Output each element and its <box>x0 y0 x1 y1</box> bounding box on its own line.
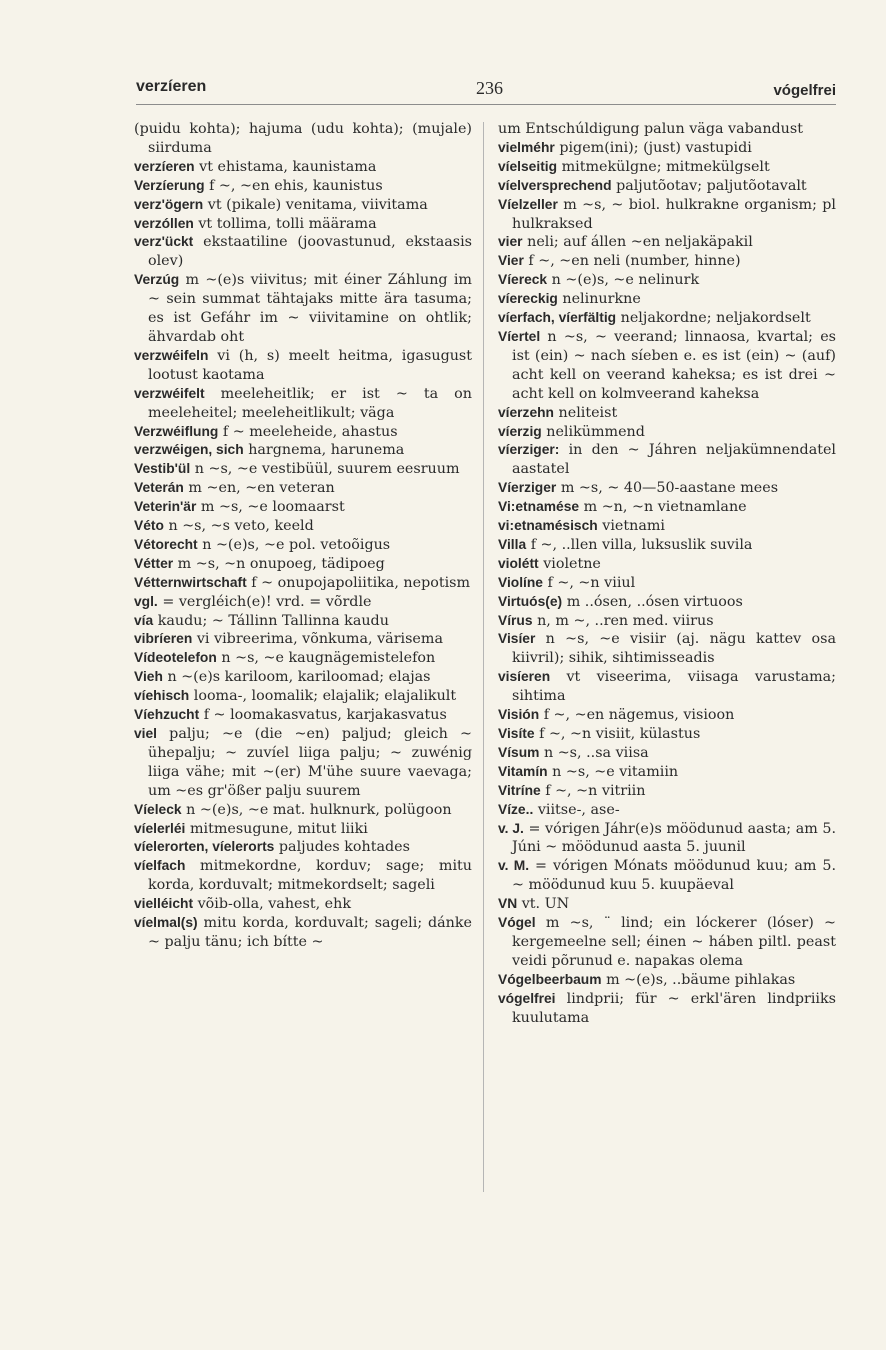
entry-headword: Víze.. <box>498 801 534 817</box>
entry-definition: mitmekordne, korduv; sage; mitu korda, korduvalt; mitmekordselt; sageli <box>148 858 473 894</box>
entry-definition: looma-, loomalik; elajalik; elajalikult <box>193 688 457 705</box>
entry-definition: m ..ósen, ..ósen virtuoos <box>566 593 743 610</box>
header-rule <box>136 104 836 105</box>
entry-definition: viitse-, ase- <box>537 801 620 818</box>
dictionary-entry <box>498 706 836 725</box>
entry-headword: Visíer <box>498 631 536 647</box>
entry-headword: vier <box>498 234 523 250</box>
header-first-word: verzíeren <box>136 78 207 95</box>
entry-headword: víerzehn <box>498 404 554 420</box>
entry-headword: Véto <box>134 518 164 534</box>
entry-definition: lindprii; für ~ erkl'ären lindpriiks kuulutama <box>512 990 836 1026</box>
entry-headword: vielléicht <box>134 896 194 912</box>
dictionary-entry <box>498 328 836 404</box>
entry-headword: Vier <box>498 253 524 269</box>
running-header <box>136 78 836 106</box>
entry-headword: víerfach, víerfältig <box>498 310 617 326</box>
left-column <box>134 120 472 952</box>
entry-headword: visíeren <box>498 669 551 685</box>
entry-headword: verzwéigen, sich <box>134 442 244 458</box>
entry-definition: m ~n, ~n vietnamlane <box>583 499 747 516</box>
right-column <box>498 120 836 1028</box>
entry-definition: n ~s, ~e visiir (aj. nägu kattev osa kiivril); sihik, sihtimisseadis <box>512 631 837 667</box>
dictionary-entry <box>134 612 472 631</box>
dictionary-entry <box>498 725 836 744</box>
entry-definition: pigem(ini); (just) vastupidi <box>559 139 752 156</box>
entry-definition: vt viseerima, viisaga varustama; sihtima <box>512 669 836 705</box>
dictionary-entry <box>134 177 472 196</box>
entry-definition: (puidu kohta); hajuma (udu kohta); (mujale) siirduma <box>134 121 472 156</box>
entry-definition: vi vibreerima, võnkuma, värisema <box>196 631 443 648</box>
dictionary-entry <box>498 914 836 971</box>
entry-headword: víereckig <box>498 291 558 307</box>
dictionary-entry <box>498 971 836 990</box>
dictionary-entry <box>498 120 836 139</box>
dictionary-entry <box>134 555 472 574</box>
entry-headword: vi:etnamésisch <box>498 518 598 534</box>
entry-headword: Vétternwirtschaft <box>134 574 247 590</box>
entry-definition: mitu korda, korduvalt; sageli; dánke ~ palju tänu; ich bítte ~ <box>148 915 472 950</box>
entry-definition: m ~s, ~ biol. hulkrakne organism; pl hulkraksed <box>512 196 837 232</box>
entry-definition: f ~ loomakasvatus, karjakasvatus <box>203 707 447 724</box>
entry-definition: n ~(e)s kariloom, kariloomad; elajas <box>167 669 431 686</box>
entry-headword: Vi:etnamése <box>498 499 580 515</box>
entry-headword: Vestib'ül <box>134 461 191 477</box>
dictionary-entry <box>134 820 472 839</box>
entry-headword: Visíte <box>498 726 535 741</box>
entry-headword: Víertel <box>498 328 541 344</box>
entry-headword: verzíeren <box>134 158 195 174</box>
entry-headword: Vísum <box>498 744 540 760</box>
dictionary-entry <box>498 423 836 442</box>
entry-definition: neli; auf állen ~en neljakäpakil <box>527 234 753 251</box>
dictionary-entry <box>498 177 836 196</box>
entry-definition: m ~(e)s, ..bäume pihlakas <box>606 971 796 988</box>
dictionary-entry <box>134 517 472 536</box>
entry-definition: n ~(e)s, ~e pol. vetoõigus <box>202 536 391 553</box>
entry-headword: Víelzeller <box>498 196 558 212</box>
entry-headword: VN <box>498 896 518 912</box>
entry-definition: neliteist <box>558 404 618 421</box>
dictionary-entry <box>134 385 472 423</box>
entry-headword: v. J. <box>498 820 524 836</box>
page-number: 236 <box>476 78 503 98</box>
entry-headword: vía <box>134 612 154 628</box>
dictionary-entry <box>498 517 836 536</box>
dictionary-entry <box>498 895 836 914</box>
entry-headword: violétt <box>498 555 539 571</box>
dictionary-entry <box>498 139 836 158</box>
entry-headword: Veterán <box>134 480 184 496</box>
dictionary-entry <box>498 196 836 234</box>
dictionary-entry <box>498 252 836 271</box>
entry-headword: verzwéifeln <box>134 347 209 363</box>
dictionary-entry <box>498 744 836 763</box>
entry-headword: Verzíerung <box>134 177 205 193</box>
dictionary-entry <box>498 271 836 290</box>
entry-headword: verz'ögern <box>134 196 204 212</box>
entry-headword: vibríeren <box>134 631 193 647</box>
entry-headword: víelerléi <box>134 820 186 836</box>
dictionary-entry <box>498 290 836 309</box>
entry-definition: palju; ~e (die ~en) paljud; gleich ~ ühepalju; ~ zuvíel liiga palju; ~ zuwénig liiga vähe; mit ~(er) M'ühe suure vaevaga; um ~es gr'ößer palju suurem <box>148 726 472 799</box>
dictionary-entry <box>498 233 836 252</box>
entry-definition: nelinurkne <box>562 291 641 308</box>
entry-definition: n, m ~, ..ren med. viirus <box>537 612 714 629</box>
dictionary-entry <box>134 801 472 820</box>
entry-headword: Verzwéiflung <box>134 423 219 439</box>
entry-definition: in den ~ Jáhren neljakümnendatel aastatel <box>512 442 836 478</box>
dictionary-entry <box>134 215 472 234</box>
entry-definition: n ~s, ~s veto, keeld <box>168 518 314 535</box>
dictionary-entry <box>498 782 836 801</box>
dictionary-entry <box>134 158 472 177</box>
entry-definition: nelikümmend <box>546 423 645 440</box>
dictionary-entry <box>498 801 836 820</box>
dictionary-entry <box>134 536 472 555</box>
entry-headword: Veterin'är <box>134 499 197 515</box>
entry-definition: neljakordne; neljakordselt <box>620 310 811 327</box>
entry-headword: Víehzucht <box>134 707 200 723</box>
dictionary-entry <box>498 990 836 1028</box>
entry-headword: víerziger: <box>498 442 560 458</box>
dictionary-entry <box>134 687 472 706</box>
entry-definition: vt (pikale) venitama, viivitama <box>207 196 428 213</box>
dictionary-entry <box>134 649 472 668</box>
entry-definition: = vergléich(e)! vrd. = võrdle <box>162 593 372 610</box>
dictionary-entry <box>498 763 836 782</box>
entry-headword: Vídeotelefon <box>134 650 217 666</box>
entry-definition: f ~ onupojapoliitika, nepotism <box>251 574 471 591</box>
dictionary-entry <box>498 857 836 895</box>
entry-definition: f ~, ~n vitriin <box>545 782 646 799</box>
entry-definition: vt ehistama, kaunistama <box>199 158 377 175</box>
dictionary-entry <box>498 309 836 328</box>
entry-definition: n ~(e)s, ~e nelinurk <box>551 272 700 289</box>
dictionary-entry <box>134 196 472 215</box>
entry-headword: víelmal(s) <box>134 915 198 931</box>
entry-headword: víelerorten, víelerorts <box>134 839 275 855</box>
dictionary-entry <box>134 120 472 158</box>
entry-definition: violetne <box>543 555 601 572</box>
entry-headword: Vétorecht <box>134 536 198 552</box>
column-divider <box>483 122 484 1192</box>
entry-definition: n ~s, ~e kaugnägemistelefon <box>221 650 436 667</box>
dictionary-entry <box>134 498 472 517</box>
entry-headword: Vógel <box>498 915 536 931</box>
dictionary-entry <box>498 574 836 593</box>
dictionary-entry <box>498 593 836 612</box>
dictionary-entry <box>498 404 836 423</box>
dictionary-entry <box>498 630 836 668</box>
entry-definition: m ~s, ~e loomaarst <box>200 499 345 516</box>
dictionary-entry <box>134 271 472 347</box>
entry-headword: Violíne <box>498 574 543 590</box>
entry-definition: f ~, ~en neli (number, hinne) <box>528 253 741 270</box>
dictionary-entry <box>134 574 472 593</box>
dictionary-entry <box>134 630 472 649</box>
entry-definition: kaudu; ~ Tállinn Tallinna kaudu <box>157 612 389 629</box>
entry-headword: viel <box>134 726 158 741</box>
entry-headword: Víerziger <box>498 480 557 496</box>
entry-headword: Villa <box>498 536 527 552</box>
entry-headword: Víeleck <box>134 801 182 817</box>
entry-definition: m ~en, ~en veteran <box>188 480 335 497</box>
dictionary-entry <box>134 441 472 460</box>
entry-definition: hargnema, harunema <box>248 442 405 459</box>
entry-headword: verzóllen <box>134 215 194 231</box>
entry-definition: n ~s, ~ veerand; linnaosa, kvartal; es ist (ein) ~ nach síeben e. es ist (ein) ~ (auf) acht kell on veerand kaheksa; es ist drei ~ acht kell on kolmveerand kaheksa <box>512 328 837 402</box>
entry-headword: vgl. <box>134 593 158 609</box>
entry-headword: víelseitig <box>498 158 558 174</box>
dictionary-entry <box>134 706 472 725</box>
dictionary-entry <box>498 555 836 574</box>
entry-headword: Vitríne <box>498 782 541 798</box>
entry-headword: víehisch <box>134 688 190 704</box>
dictionary-entry <box>498 668 836 706</box>
dictionary-entry <box>134 593 472 612</box>
entry-headword: vielméhr <box>498 139 555 155</box>
dictionary-entry <box>498 612 836 631</box>
entry-definition: n ~s, ..sa viisa <box>543 744 649 761</box>
dictionary-entry <box>134 479 472 498</box>
entry-definition: vi (h, s) meelt heitma, igasugust lootust kaotama <box>148 347 473 383</box>
entry-headword: verzwéifelt <box>134 385 205 401</box>
dictionary-entry <box>498 479 836 498</box>
entry-definition: f ~, ~n visiit, külastus <box>539 726 701 742</box>
dictionary-entry <box>134 233 472 271</box>
entry-definition: = vórigen Jáhr(e)s möödunud aasta; am 5. Júni ~ möödunud aasta 5. juunil <box>512 820 837 856</box>
entry-definition: n ~s, ~e vestibüül, suurem eesruum <box>194 461 460 478</box>
entry-headword: Visión <box>498 707 540 723</box>
entry-headword: Vitamín <box>498 763 548 779</box>
dictionary-entry <box>498 498 836 517</box>
dictionary-entry <box>134 347 472 385</box>
entry-headword: Víereck <box>498 272 548 288</box>
entry-headword: Vétter <box>134 555 174 571</box>
entry-headword: verz'ückt <box>134 234 194 250</box>
dictionary-entry <box>134 668 472 687</box>
entry-definition: n ~s, ~e vitamiin <box>552 763 679 780</box>
entry-headword: v. M. <box>498 858 530 874</box>
entry-definition: m ~(e)s viivitus; mit éiner Záhlung im ~ sein summat tähtajaks mitte ära tasuma; es ist Gefáhr im ~ viivitamine on ohtlik; ähvardab oht <box>148 272 472 345</box>
entry-definition: vt. UN <box>521 896 570 913</box>
entry-definition: m ~s, ~ 40—50-aastane mees <box>560 480 779 497</box>
entry-definition: meeleheitlik; er ist ~ ta on meeleheitel; meeleheitlikult; väga <box>148 385 472 421</box>
header-last-word: vógelfrei <box>773 82 836 99</box>
dictionary-entry <box>498 441 836 479</box>
entry-definition: vt tollima, tolli määrama <box>198 215 377 232</box>
entry-definition: vietnami <box>602 518 665 535</box>
dictionary-entry <box>134 895 472 914</box>
dictionary-entry <box>498 158 836 177</box>
entry-headword: Vógelbeerbaum <box>498 971 602 987</box>
entry-headword: víelversprechend <box>498 177 612 193</box>
entry-definition: m ~s, ¨ lind; ein lóckerer (lóser) ~ kergemeelne sell; éinen ~ háben piltl. peast veidi põrunud e. napakas olema <box>512 915 836 969</box>
entry-definition: võib-olla, vahest, ehk <box>197 896 351 913</box>
entry-headword: víelfach <box>134 858 186 874</box>
entry-definition: um Entschúldigung palun väga vabandust <box>498 121 803 137</box>
entry-headword: vógelfrei <box>498 990 556 1006</box>
entry-definition: = vórigen Mónats möödunud kuu; am 5. ~ möödunud kuu 5. kuupäeval <box>512 858 836 894</box>
dictionary-entry <box>134 914 472 952</box>
dictionary-entry <box>134 838 472 857</box>
entry-definition: mitmesugune, mitut liiki <box>189 820 368 837</box>
entry-headword: Virtuós(e) <box>498 593 563 609</box>
entry-definition: paljudes kohtades <box>278 839 410 856</box>
entry-definition: f ~, ~en nägemus, visioon <box>543 707 735 724</box>
entry-definition: mitmekülgne; mitmekülgselt <box>561 158 770 175</box>
entry-headword: Vieh <box>134 669 163 685</box>
dictionary-entry <box>134 725 472 801</box>
entry-headword: Vírus <box>498 612 533 628</box>
dictionary-entry <box>498 536 836 555</box>
entry-definition: f ~, ..llen villa, luksuslik suvila <box>530 536 753 553</box>
dictionary-entry <box>498 820 836 858</box>
entry-definition: f ~, ~n viiul <box>547 574 636 591</box>
entry-definition: n ~(e)s, ~e mat. hulknurk, polügoon <box>186 801 452 818</box>
entry-definition: f ~ meeleheide, ahastus <box>222 423 398 440</box>
dictionary-entry <box>134 857 472 895</box>
entry-definition: ekstaatiline (joovastunud, ekstaasis olev) <box>148 234 472 270</box>
entry-headword: víerzig <box>498 423 542 439</box>
entry-definition: paljutõotav; paljutõotavalt <box>616 177 807 194</box>
dictionary-entry <box>134 423 472 442</box>
entry-definition: m ~s, ~n onupoeg, tädipoeg <box>177 555 385 572</box>
entry-definition: f ~, ~en ehis, kaunistus <box>209 177 383 194</box>
dictionary-entry <box>134 460 472 479</box>
entry-headword: Verzúg <box>134 272 180 288</box>
